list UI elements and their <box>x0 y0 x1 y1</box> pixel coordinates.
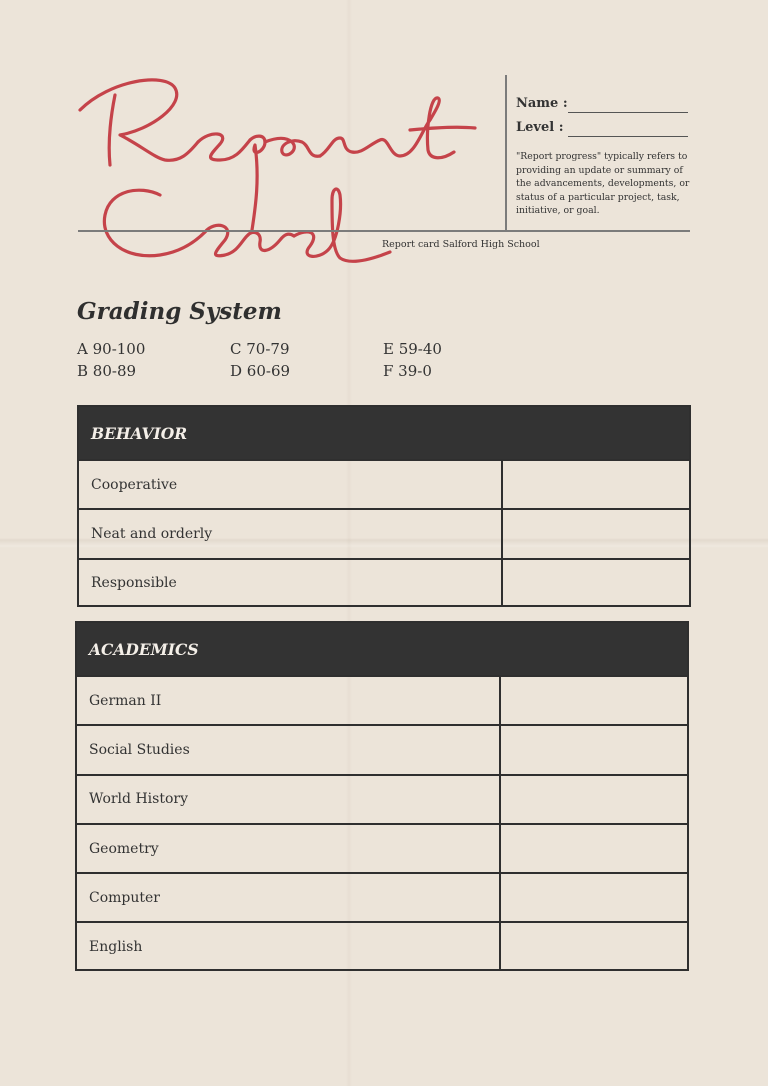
subject-geometry: Geometry <box>89 840 159 857</box>
academic-grade-cell[interactable] <box>499 825 687 872</box>
subject-german: German II <box>89 692 162 709</box>
grading-system-title: Grading System <box>77 298 282 325</box>
header-horizontal-divider <box>78 230 690 232</box>
behavior-label-responsible: Responsible <box>91 575 177 592</box>
subject-social-studies: Social Studies <box>89 741 190 758</box>
subject-world-history: World History <box>89 791 188 808</box>
table-row <box>77 675 687 724</box>
behavior-header: BEHAVIOR <box>79 407 689 459</box>
academic-grade-cell[interactable] <box>499 776 687 823</box>
grade-d: D 60-69 <box>230 362 291 380</box>
name-field[interactable] <box>516 96 568 111</box>
behavior-grade-cell[interactable] <box>501 560 689 607</box>
academic-grade-cell[interactable] <box>499 923 687 970</box>
level-underline <box>568 136 688 137</box>
table-row <box>79 558 689 607</box>
table-row <box>77 823 687 872</box>
academics-header: ACADEMICS <box>77 623 687 675</box>
name-underline <box>568 112 688 113</box>
table-row <box>77 724 687 773</box>
behavior-label-neat: Neat and orderly <box>91 525 213 542</box>
level-field[interactable] <box>516 120 564 135</box>
table-row <box>77 774 687 823</box>
academic-grade-cell[interactable] <box>499 726 687 773</box>
grade-c: C 70-79 <box>230 340 290 358</box>
behavior-grade-cell[interactable] <box>501 510 689 557</box>
academic-grade-cell[interactable] <box>499 874 687 921</box>
table-row <box>79 459 689 508</box>
table-row <box>79 508 689 557</box>
behavior-table <box>77 405 691 607</box>
grade-b: B 80-89 <box>77 362 137 380</box>
grade-f: F 39-0 <box>383 362 432 380</box>
grade-a: A 90-100 <box>77 340 146 358</box>
subject-computer: Computer <box>89 889 160 906</box>
academics-table <box>75 621 689 971</box>
subject-english: English <box>89 939 143 956</box>
level-label: Level : <box>516 120 564 135</box>
table-row <box>77 872 687 921</box>
academic-grade-cell[interactable] <box>499 677 687 724</box>
behavior-label-cooperative: Cooperative <box>91 476 178 493</box>
report-description: "Report progress" typically refers to providing an update or summary of the advancements, developments, or status of a particular project, task, initiative, or goal. <box>516 151 690 216</box>
table-row <box>77 921 687 970</box>
name-label: Name : <box>516 96 568 111</box>
header-vertical-divider <box>505 75 507 230</box>
behavior-grade-cell[interactable] <box>501 461 689 508</box>
grade-e: E 59-40 <box>383 340 442 358</box>
school-name: Report card Salford High School <box>382 239 540 250</box>
